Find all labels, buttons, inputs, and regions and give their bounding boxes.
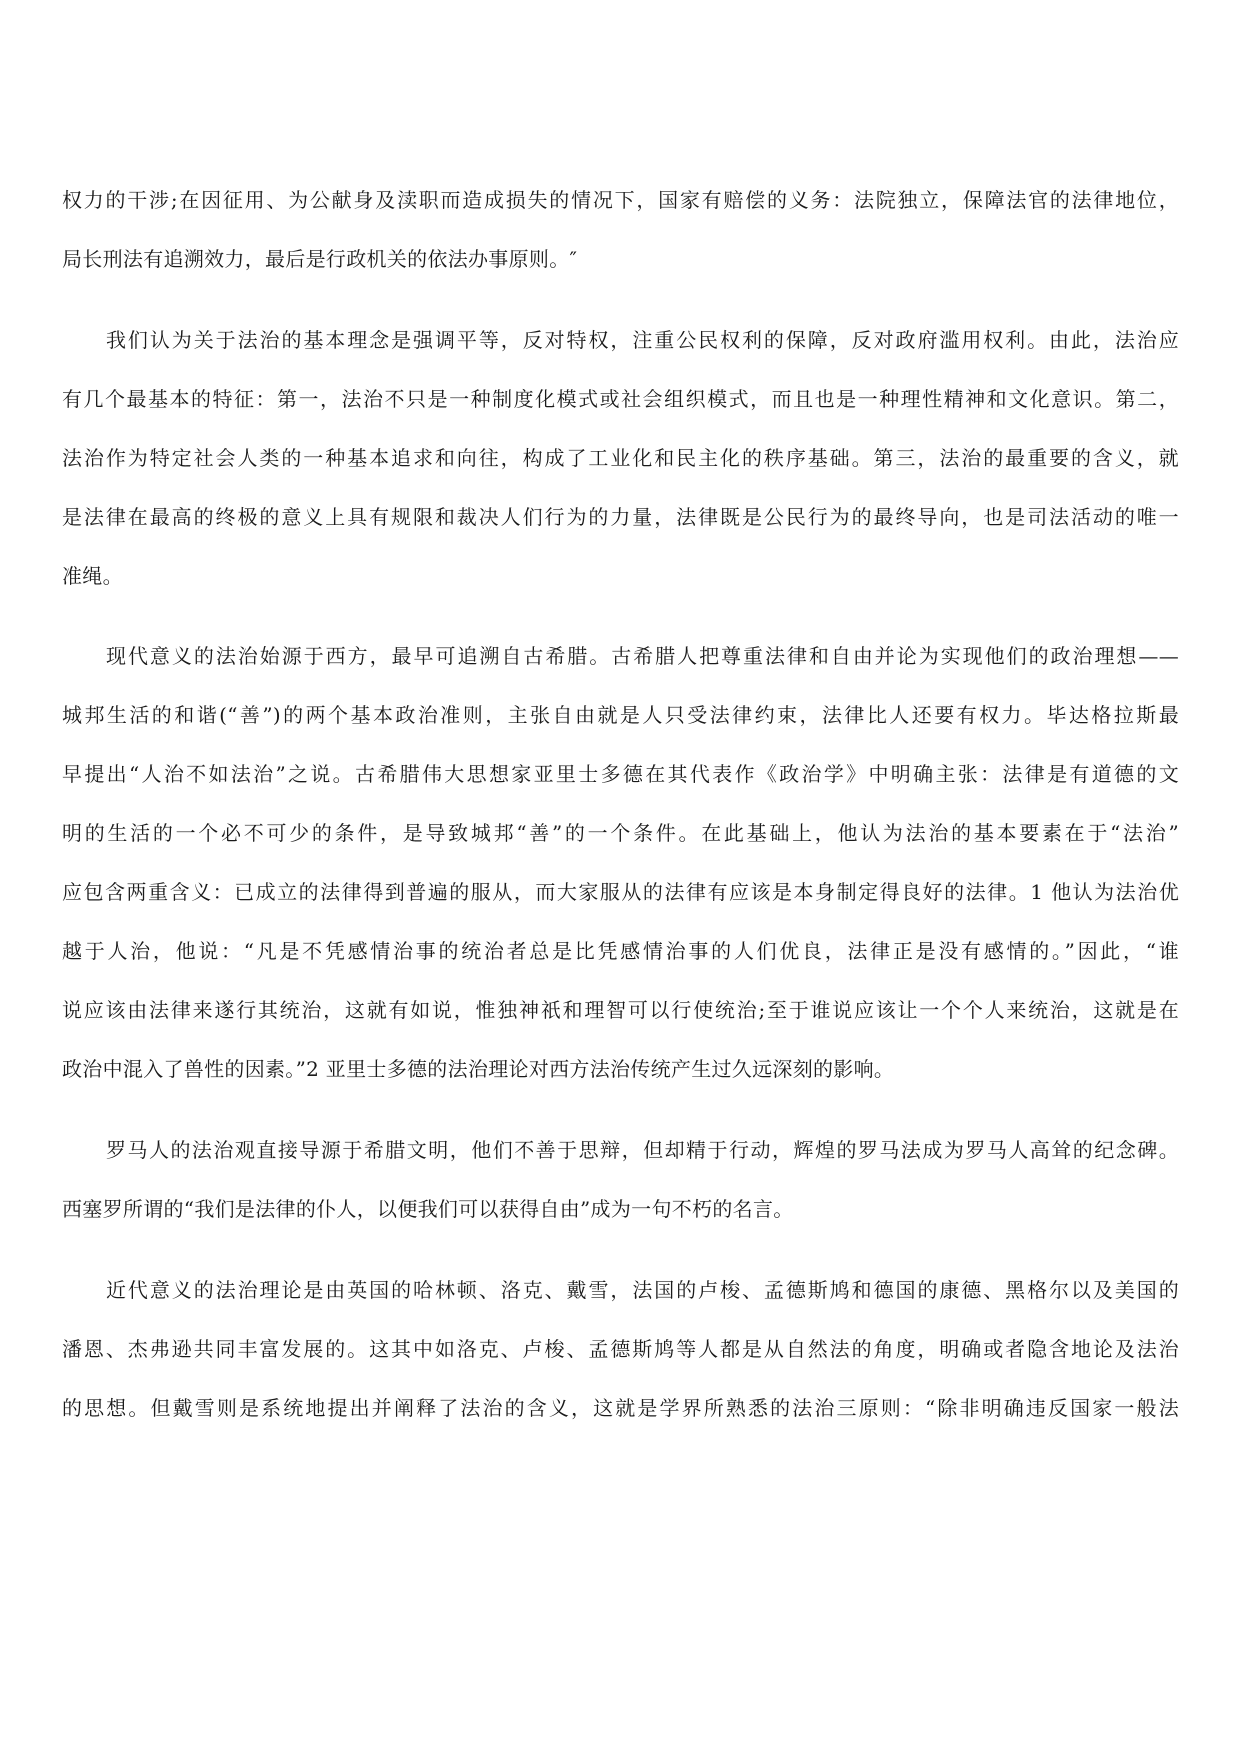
paragraph-2 xyxy=(62,311,1179,606)
paragraph-line: 西塞罗所谓的“我们是法律的仆人，以便我们可以获得自由”成为一句不朽的名言。 xyxy=(62,1197,794,1221)
paragraph-5 xyxy=(62,1261,1179,1438)
paragraph-line: 有几个最基本的特征：第一，法治不只是一种制度化模式或社会组织模式，而且也是一种理性精神和文化意识。第二， xyxy=(62,387,1179,411)
paragraph-line: 准绳。 xyxy=(62,564,123,588)
paragraph-line: 局长刑法有追溯效力，最后是行政机关的依法办事原则。″ xyxy=(62,247,578,271)
paragraph-line: 早提出“人治不如法治”之说。古希腊伟大思想家亚里士多德在其代表作《政治学》中明确主张：法律是有道德的文 xyxy=(62,762,1179,786)
paragraph-line: 城邦生活的和谐(“善”)的两个基本政治准则，主张自由就是人只受法律约束，法律比人还要有权力。毕达格拉斯最 xyxy=(62,703,1179,727)
paragraph-line: 近代意义的法治理论是由英国的哈林顿、洛克、戴雪，法国的卢梭、孟德斯鸠和德国的康德、黑格尔以及美国的 xyxy=(106,1278,1179,1302)
paragraph-line: 法治作为特定社会人类的一种基本追求和向往，构成了工业化和民主化的秩序基础。第三，法治的最重要的含义，就 xyxy=(62,446,1179,470)
paragraph-line: 罗马人的法治观直接导源于希腊文明，他们不善于思辩，但却精于行动，辉煌的罗马法成为罗马人高耸的纪念碑。 xyxy=(106,1138,1179,1162)
paragraph-line: 潘恩、杰弗逊共同丰富发展的。这其中如洛克、卢梭、孟德斯鸠等人都是从自然法的角度，明确或者隐含地论及法治 xyxy=(62,1337,1179,1361)
paragraph-line: 权力的干涉;在因征用、为公献身及渎职而造成损失的情况下，国家有赔偿的义务：法院独立，保障法官的法律地位， xyxy=(62,188,1179,212)
paragraph-line: 的思想。但戴雪则是系统地提出并阐释了法治的含义，这就是学界所熟悉的法治三原则：“除非明确违反国家一般法 xyxy=(62,1396,1179,1420)
paragraph-line: 明的生活的一个必不可少的条件，是导致城邦“善”的一个条件。在此基础上，他认为法治的基本要素在于“法治” xyxy=(62,821,1179,845)
paragraph-4 xyxy=(62,1121,1179,1239)
paragraph-line: 应包含两重含义：已成立的法律得到普遍的服从，而大家服从的法律有应该是本身制定得良好的法律。1 他认为法治优 xyxy=(62,880,1179,904)
paragraph-line: 政治中混入了兽性的因素。”2 亚里士多德的法治理论对西方法治传统产生过久远深刻的影响。 xyxy=(62,1057,895,1081)
paragraph-1 xyxy=(62,171,1179,289)
paragraph-line: 是法律在最高的终极的意义上具有规限和裁决人们行为的力量，法律既是公民行为的最终导向，也是司法活动的唯一 xyxy=(62,505,1179,529)
paragraph-line: 我们认为关于法治的基本理念是强调平等，反对特权，注重公民权利的保障，反对政府滥用权利。由此，法治应 xyxy=(106,328,1179,352)
paragraph-line: 现代意义的法治始源于西方，最早可追溯自古希腊。古希腊人把尊重法律和自由并论为实现他们的政治理想—— xyxy=(106,644,1179,668)
paragraph-3 xyxy=(62,627,1179,1099)
paragraph-line: 越于人治，他说：“凡是不凭感情治事的统治者总是比凭感情治事的人们优良，法律正是没有感情的。”因此，“谁 xyxy=(62,939,1179,963)
paragraph-line: 说应该由法律来遂行其统治，这就有如说，惟独神祇和理智可以行使统治;至于谁说应该让一个个人来统治，这就是在 xyxy=(62,998,1179,1022)
